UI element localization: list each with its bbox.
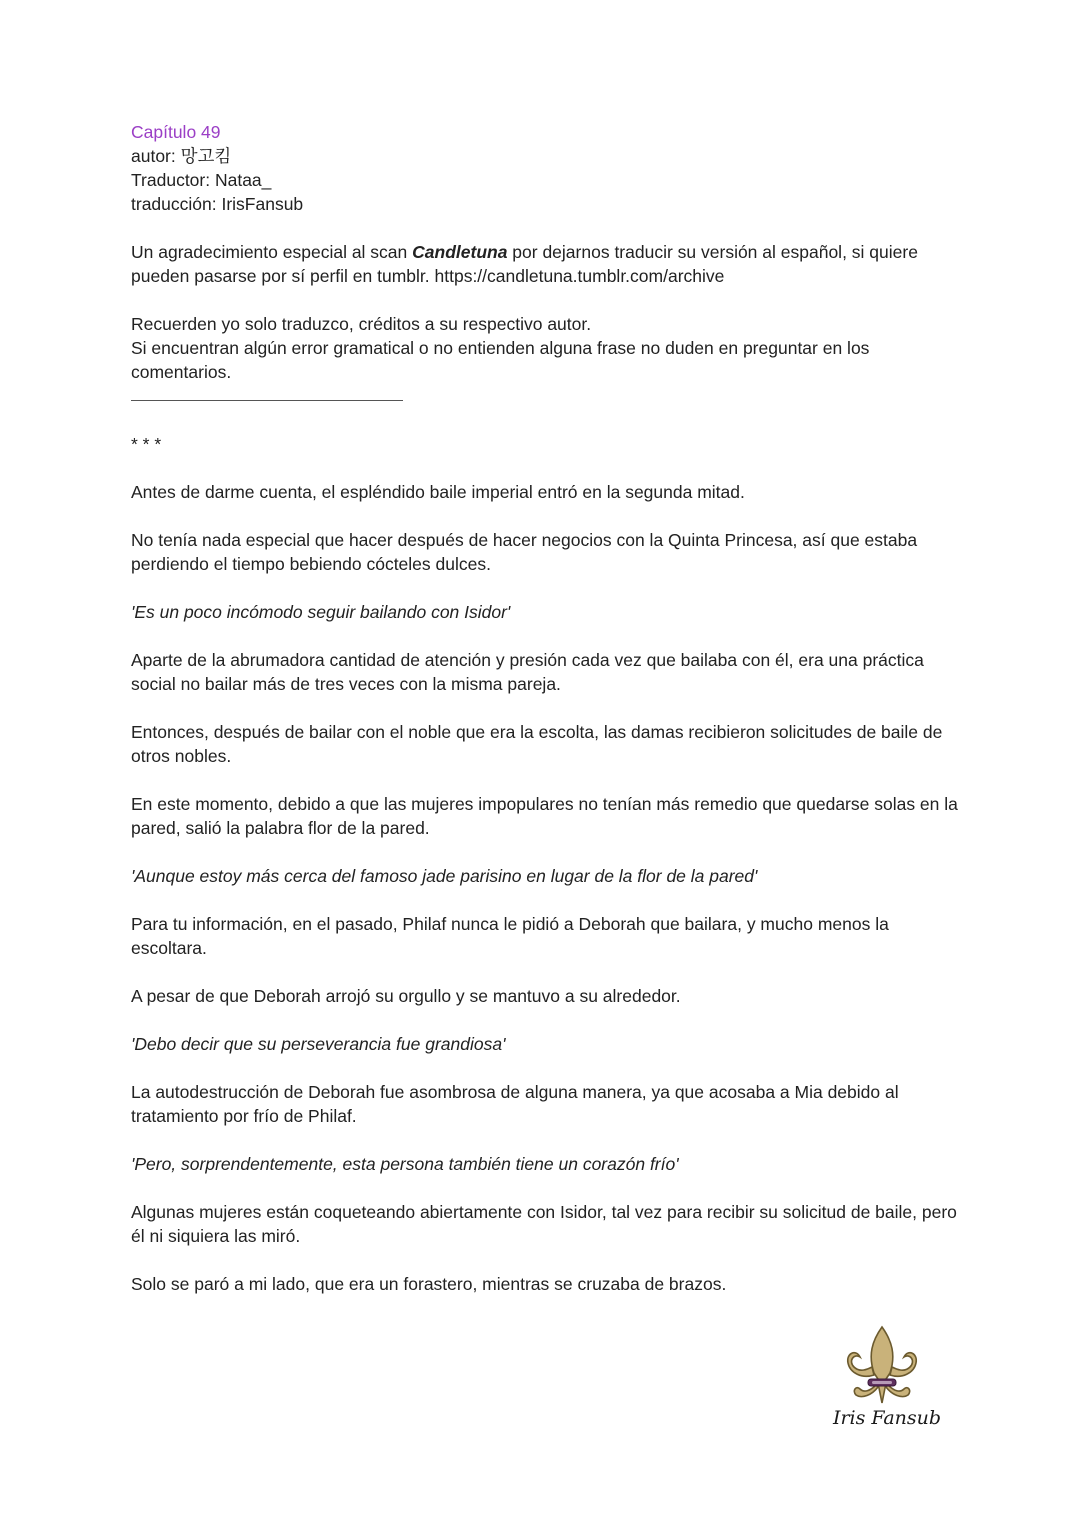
thanks-text-end: por dejarnos traducir su versión al español, si quiere pueden pasarse por sí perfil en tumblr. https://candletuna.tumblr.com/archive (131, 242, 918, 286)
story-paragraph: Algunas mujeres están coqueteando abiertamente con Isidor, tal vez para recibir su solicitud de baile, pero él ni siquiera las miró. (131, 1202, 957, 1246)
translator-line: Traductor: Nataa_ (131, 170, 272, 190)
author-line: autor: 망고킴 (131, 146, 232, 166)
story-paragraph: La autodestrucción de Deborah fue asombrosa de alguna manera, ya que acosaba a Mia debido al tratamiento por frío de Philaf. (131, 1082, 899, 1126)
story-paragraph: No tenía nada especial que hacer después de hacer negocios con la Quinta Princesa, así que estaba perdiendo el tiempo bebiendo cócteles dulces. (131, 530, 918, 574)
story-thought: 'Aunque estoy más cerca del famoso jade parisino en lugar de la flor de la pared' (131, 866, 758, 886)
horizontal-rule (131, 384, 403, 408)
iris-fansub-logo (832, 1323, 942, 1438)
story-thought: 'Debo decir que su perseverancia fue grandiosa' (131, 1034, 506, 1054)
document-body (131, 120, 961, 1320)
story-paragraph: Entonces, después de bailar con el noble que era la escolta, las damas recibieron solicitudes de baile de otros nobles. (131, 722, 943, 766)
thanks-text-start: Un agradecimiento especial al scan (131, 242, 413, 262)
story-paragraph: A pesar de que Deborah arrojó su orgullo y se mantuvo a su alrededor. (131, 986, 681, 1006)
scan-group-name: Candletuna (412, 242, 508, 262)
story-paragraph: Aparte de la abrumadora cantidad de atención y presión cada vez que bailaba con él, era una práctica social no bailar más de tres veces con la misma pareja. (131, 650, 924, 694)
story-thought: 'Pero, sorprendentemente, esta persona también tiene un corazón frío' (131, 1154, 679, 1174)
story-thought: 'Es un poco incómodo seguir bailando con Isidor' (131, 602, 511, 622)
story-paragraph: Antes de darme cuenta, el espléndido baile imperial entró en la segunda mitad. (131, 482, 745, 502)
thanks-paragraph (131, 240, 961, 288)
story-paragraph: En este momento, debido a que las mujeres impopulares no tenían más remedio que quedarse solas en la pared, salió la palabra flor de la pared. (131, 794, 958, 838)
scene-separator: * * * (131, 434, 162, 454)
logo-text: Iris Fansub (832, 1407, 942, 1429)
errors-notice: Si encuentran algún error gramatical o no entienden alguna frase no duden en preguntar en los comentarios. (131, 338, 870, 382)
story-text (131, 480, 961, 1296)
story-paragraph: Solo se paró a mi lado, que era un forastero, mientras se cruzaba de brazos. (131, 1274, 727, 1294)
story-paragraph: Para tu información, en el pasado, Philaf nunca le pidió a Deborah que bailara, y mucho menos la escoltara. (131, 914, 889, 958)
translation-group-line: traducción: IrisFansub (131, 194, 304, 214)
chapter-title: Capítulo 49 (131, 122, 221, 142)
fleur-de-lis-icon (832, 1323, 942, 1413)
credits-notice: Recuerden yo solo traduzco, créditos a su respectivo autor. (131, 314, 592, 334)
